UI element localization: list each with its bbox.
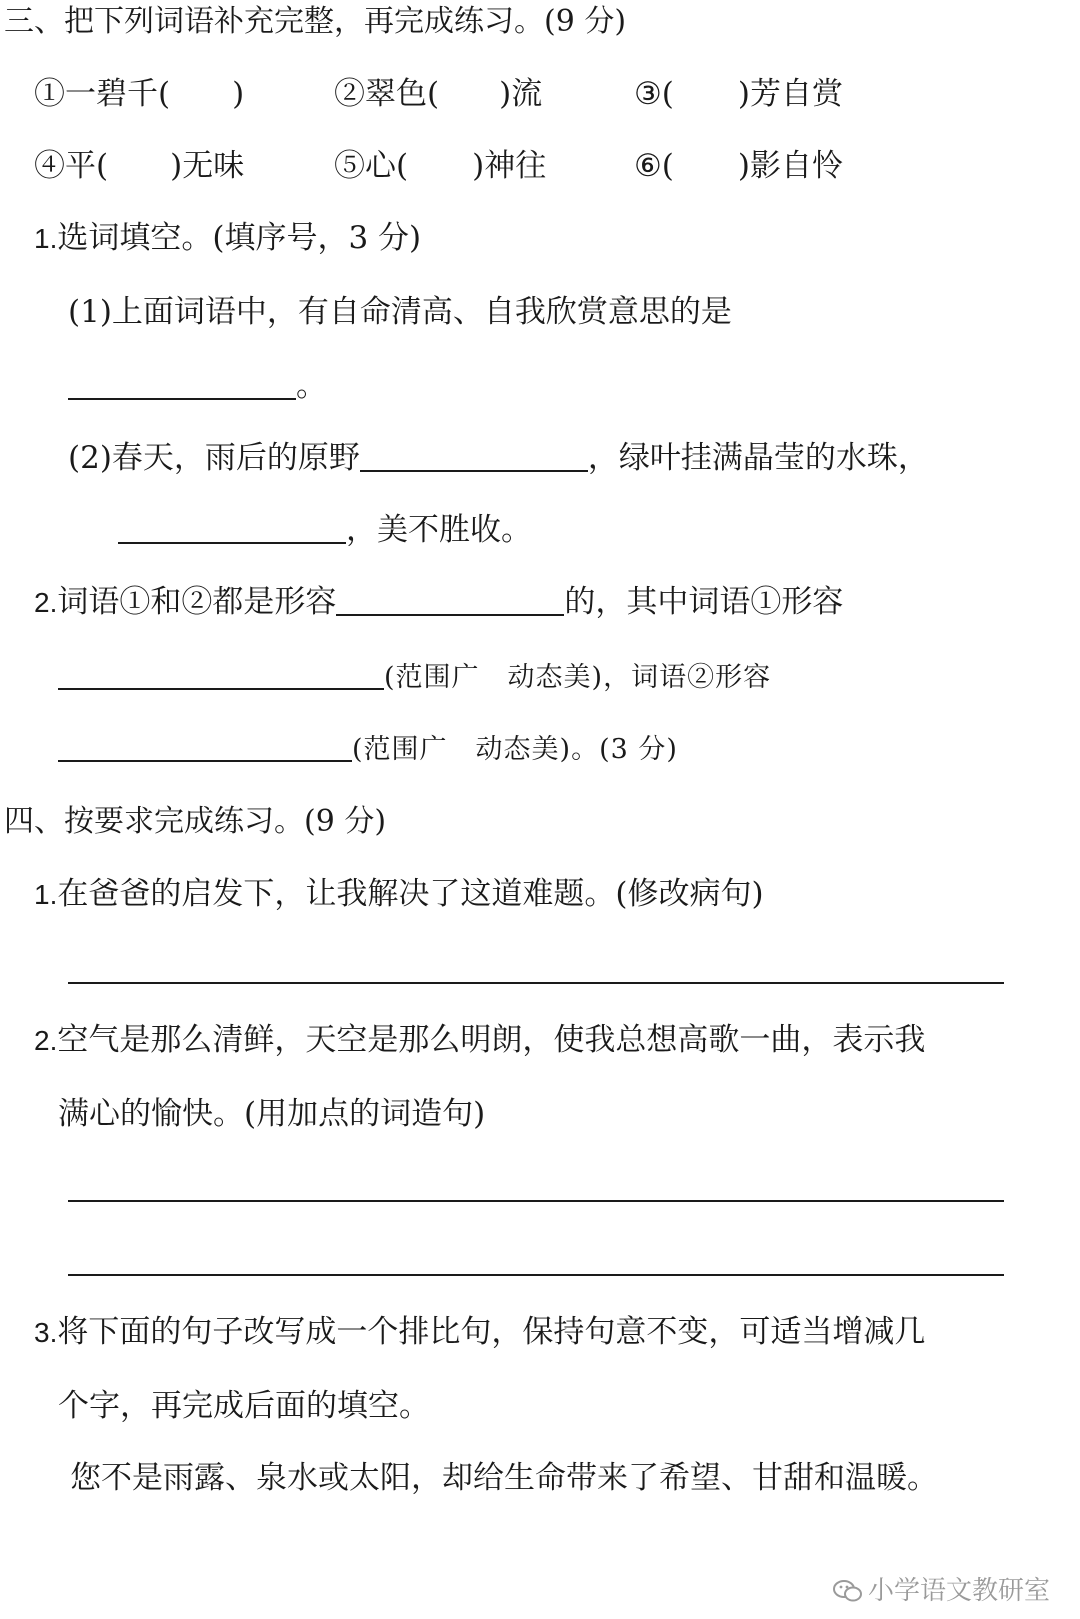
- s4-q2-line2: 满心的愉快。(用加点的词造句): [58, 1096, 486, 1132]
- s3-q1-sub2-cont: [118, 510, 532, 550]
- word-item-1-suffix: ): [232, 76, 245, 112]
- word-item-2-prefix: ②翠色(: [334, 76, 440, 112]
- word-item-1: [34, 74, 244, 114]
- answer-blank[interactable]: [68, 368, 296, 400]
- s3-q1-text: 选词填空。(填序号，3 分): [57, 220, 422, 256]
- s3-q2-part-c: (范围广 动态美)，词语②形容: [384, 662, 772, 693]
- s3-q1-sub2-part-a: (2)春天，雨后的原野: [68, 440, 360, 476]
- s3-q2-part-d: (范围广 动态美)。(3 分): [352, 734, 678, 765]
- word-item-5: [334, 146, 546, 186]
- answer-blank[interactable]: [58, 730, 352, 762]
- answer-line[interactable]: [68, 1200, 1004, 1202]
- word-item-4-suffix: )无味: [170, 148, 245, 184]
- s3-q1-sub1-answer: [68, 366, 327, 406]
- word-item-3-prefix: ③(: [634, 76, 674, 112]
- section-4-heading: 四、按要求完成练习。(9 分): [4, 804, 387, 839]
- s3-q1-sub2: [68, 438, 929, 478]
- s4-q3: [34, 1312, 925, 1353]
- s4-q1: [34, 874, 764, 915]
- s3-q2-part-b: 的，其中词语①形容: [564, 584, 844, 620]
- watermark: [832, 1570, 1050, 1607]
- s4-q1-text: 在爸爸的启发下，让我解决了这道难题。(修改病句): [57, 876, 764, 912]
- s4-q3-line2: 个字，再完成后面的填空。: [58, 1388, 430, 1424]
- answer-blank[interactable]: [336, 584, 564, 616]
- s4-q1-number: 1.: [34, 879, 58, 910]
- answer-blank[interactable]: [360, 440, 588, 472]
- answer-line[interactable]: [68, 1274, 1004, 1276]
- s4-q3-line1: 将下面的句子改写成一个排比句，保持句意不变，可适当增减几: [57, 1314, 926, 1350]
- section-3-heading: 三、把下列词语补充完整，再完成练习。(9 分): [4, 4, 627, 39]
- s3-q1-sub2-part-b: ，绿叶挂满晶莹的水珠，: [587, 440, 929, 476]
- word-item-3: [634, 74, 843, 114]
- s3-q1-number: 1.: [34, 223, 58, 254]
- s4-q2: [34, 1020, 925, 1061]
- s3-q1-sub1-end: 。: [296, 368, 327, 404]
- s4-q2-line1: 空气是那么清鲜，天空是那么明朗，使我总想高歌一曲，表示我: [57, 1022, 926, 1058]
- answer-blank[interactable]: [118, 512, 346, 544]
- s3-q1: [34, 218, 421, 259]
- word-item-4-prefix: ④平(: [34, 148, 109, 184]
- watermark-text: 小学语文教研室: [867, 1576, 1050, 1606]
- word-item-3-suffix: )芳自赏: [737, 76, 843, 112]
- s3-q2-part-a: 词语①和②都是形容: [57, 584, 337, 620]
- s3-q1-sub2-part-c: ，美不胜收。: [346, 512, 532, 548]
- word-item-5-suffix: )神往: [472, 148, 547, 184]
- word-item-1-prefix: ①一碧千(: [34, 76, 171, 112]
- word-item-4: [34, 146, 244, 186]
- answer-blank[interactable]: [58, 658, 384, 690]
- answer-line[interactable]: [68, 982, 1004, 984]
- word-item-6-suffix: )影自怜: [737, 148, 843, 184]
- word-item-2: [334, 74, 542, 114]
- s4-q3-sentence: 您不是雨露、泉水或太阳，却给生命带来了希望、甘甜和温暖。: [70, 1460, 938, 1496]
- word-item-5-prefix: ⑤心(: [334, 148, 409, 184]
- word-item-6: [634, 146, 843, 186]
- s4-q2-number: 2.: [34, 1025, 58, 1056]
- s3-q2: [34, 582, 843, 623]
- s3-q1-sub1-text: (1)上面词语中，有自命清高、自我欣赏意思的是: [68, 294, 732, 330]
- wechat-icon: [832, 1578, 864, 1604]
- s3-q2-number: 2.: [34, 587, 58, 618]
- s3-q2-line3: [58, 728, 678, 770]
- s4-q3-number: 3.: [34, 1317, 58, 1348]
- word-item-2-suffix: )流: [499, 76, 543, 112]
- s3-q2-line2: [58, 656, 771, 698]
- word-item-6-prefix: ⑥(: [634, 148, 674, 184]
